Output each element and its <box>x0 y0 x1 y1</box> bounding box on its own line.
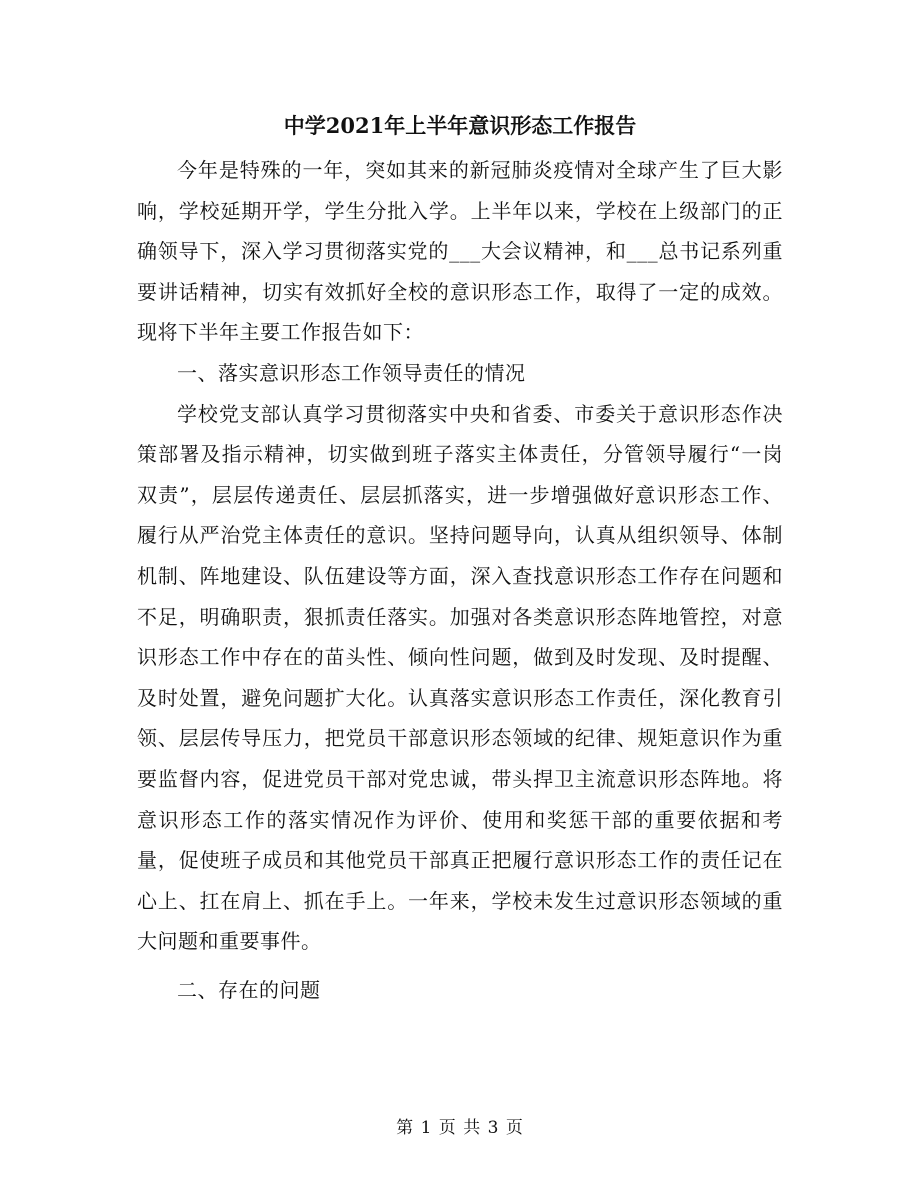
intro-paragraph: 今年是特殊的一年，突如其来的新冠肺炎疫情对全球产生了巨大影响，学校延期开学，学生分批入学。上半年以来，学校在上级部门的正确领导下，深入学习贯彻落实党的___大会议精神，和___总书记系列重要讲话精神，切实有效抓好全校的意识形态工作，取得了一定的成效。现将下半年主要工作报告如下： <box>137 158 783 345</box>
section-1-heading: 一、落实意识形态工作领导责任的情况 <box>177 360 526 385</box>
section-2-heading: 二、存在的问题 <box>177 977 321 1002</box>
document-body <box>137 150 783 1010</box>
page-footer <box>0 1113 920 1138</box>
section-1-paragraph: 学校党支部认真学习贯彻落实中央和省委、市委关于意识形态作决策部署及指示精神，切实做到班子落实主体责任，分管领导履行“一岗双责”，层层传递责任、层层抓落实，进一步增强做好意识形态工作、履行从严治党主体责任的意识。坚持问题导向，认真从组织领导、体制机制、阵地建设、队伍建设等方面，深入查找意识形态工作存在问题和不足，明确职责，狠抓责任落实。加强对各类意识形态阵地管控，对意识形态工作中存在的苗头性、倾向性问题，做到及时发现、及时提醒、及时处置，避免问题扩大化。认真落实意识形态工作责任，深化教育引领、层层传导压力，把党员干部意识形态领域的纪律、规矩意识作为重要监督内容，促进党员干部对党忠诚，带头捍卫主流意识形态阵地。将意识形态工作的落实情况作为评价、使用和奖惩干部的重要依据和考量，促使班子成员和其他党员干部真正把履行意识形态工作的责任记在心上、扛在肩上、抓在手上。一年来，学校未发生过意识形态领域的重大问题和重要事件。 <box>137 401 783 954</box>
document-title: 中学2021年上半年意识形态工作报告 <box>283 113 637 138</box>
page-number-label: 第 1 页 共 3 页 <box>396 1118 524 1138</box>
